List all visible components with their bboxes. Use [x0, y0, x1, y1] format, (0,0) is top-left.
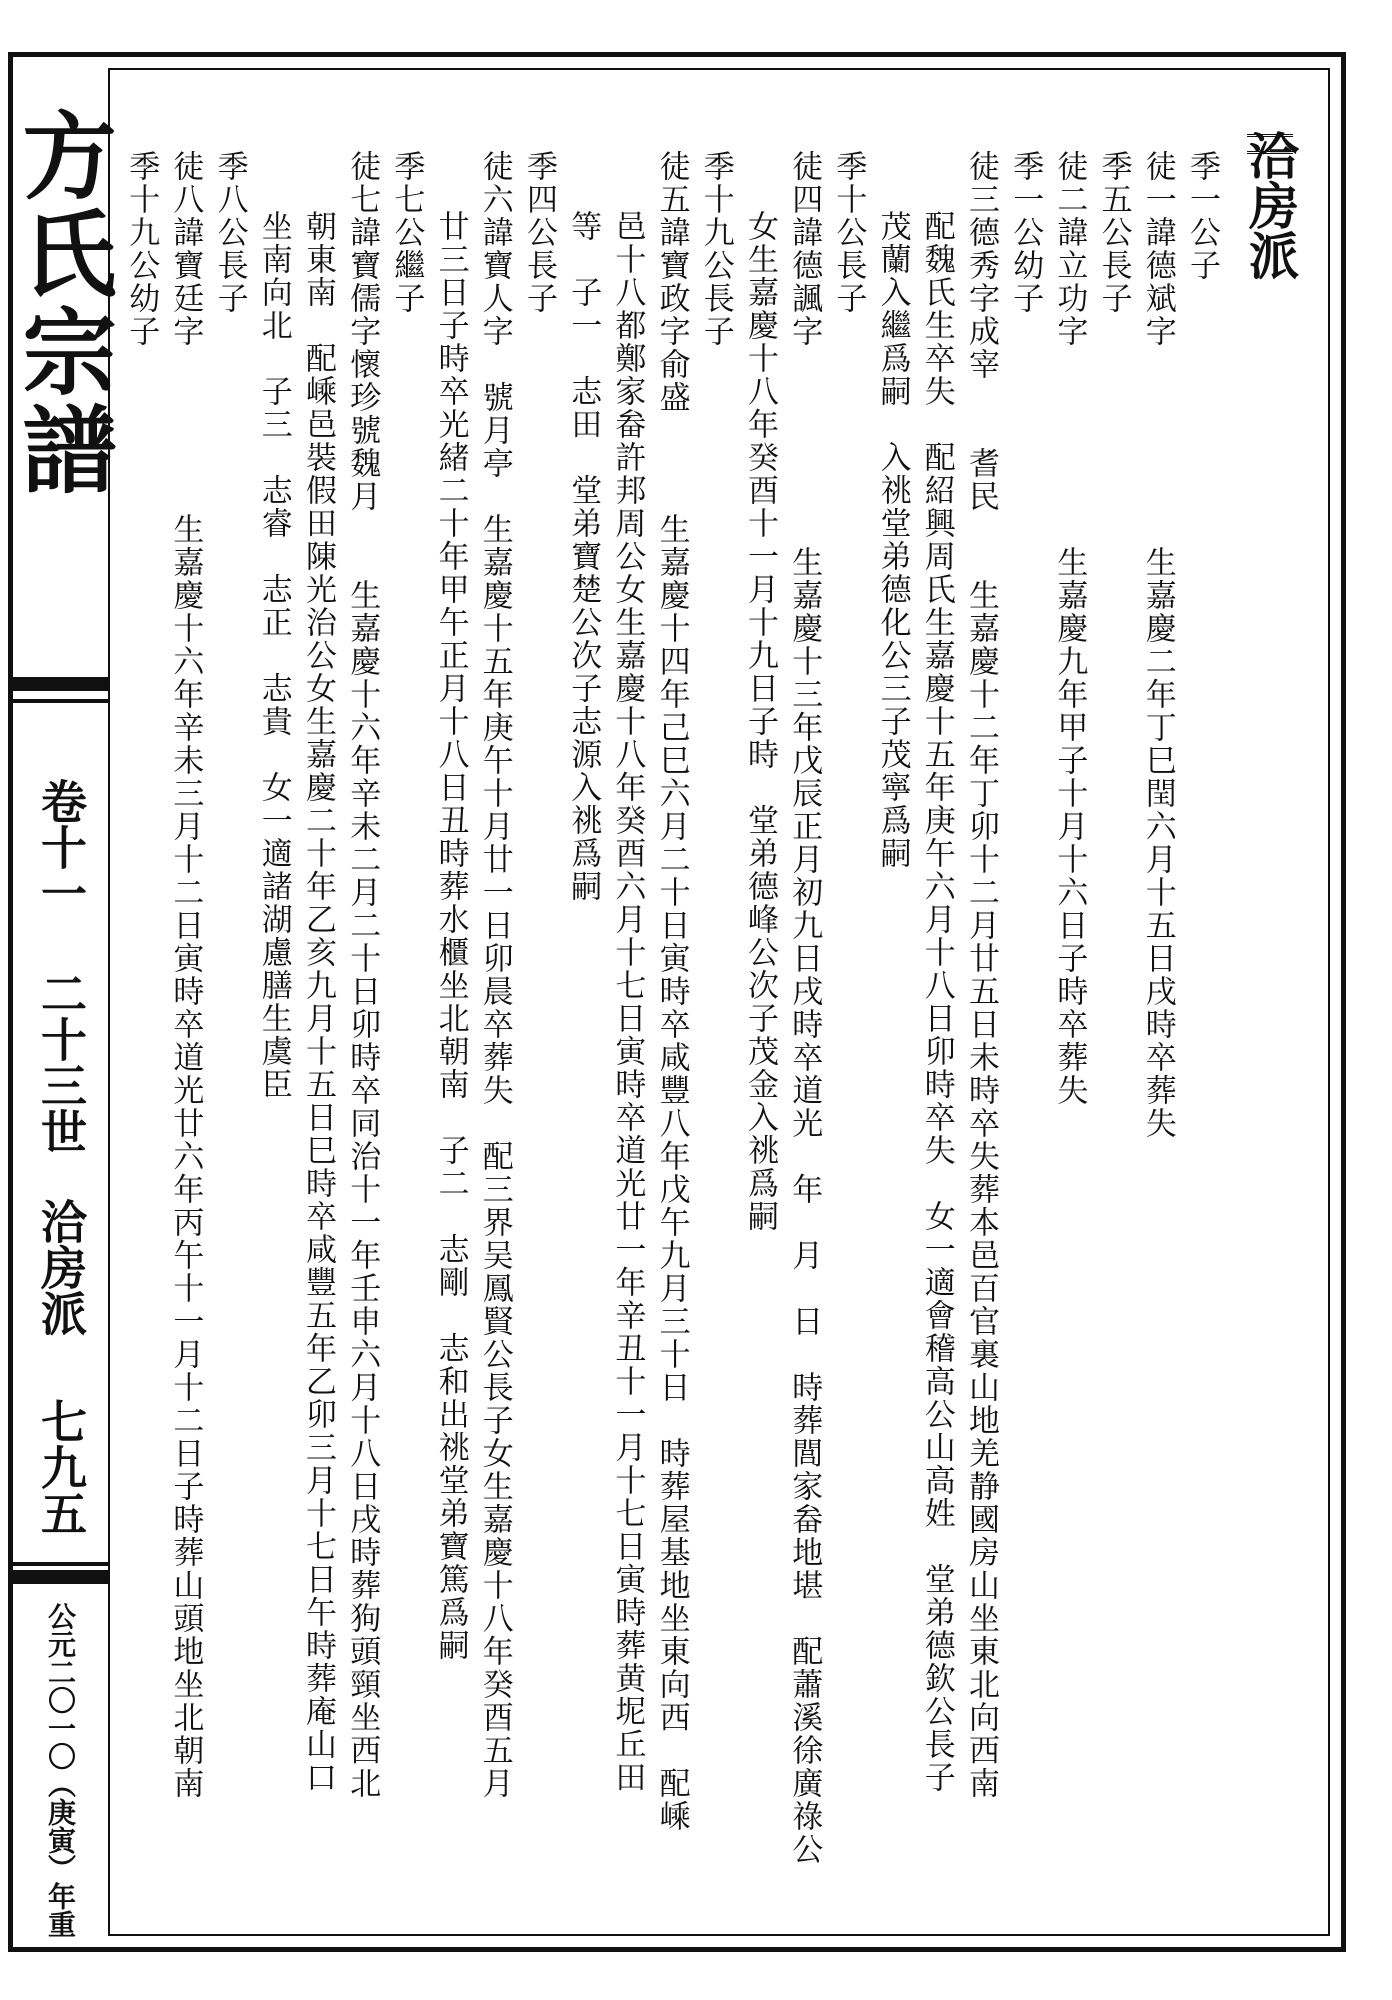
genealogy-column: 女生嘉慶十八年癸酉十一月十九日子時 堂弟德峰公次子茂金入祧爲嗣 — [742, 210, 778, 1233]
genealogy-column: 茂蘭入繼爲嗣 入祧堂弟德化公三子茂寧爲嗣 — [874, 210, 911, 870]
spine-divider — [13, 699, 108, 703]
generation-label: 二十三世 — [34, 970, 88, 1154]
genealogy-column: 廿三日子時卒光緒二十年甲午正月十八日丑時葬水櫃坐北朝南 子二 志剛 志和出祧堂弟寶篤爲嗣 — [432, 210, 469, 1662]
genealogy-column: 徒七諱寶儒字懷珍號魏月 生嘉慶十六年辛未二月二十日卯時卒同治十一年壬申六月十八日戌時葬狗頭頸坐西北 — [344, 150, 381, 1800]
genealogy-column: 坐南向北 子三 志睿 志正 志貴 女一適諸湖慮膳生虞臣 — [255, 210, 292, 1101]
genealogy-column: 季四公長子 — [521, 150, 557, 315]
genealogy-column: 徒五諱寶政字俞盛 生嘉慶十四年己巳六月二十日寅時卒咸豐八年戊午九月三十日 時葬屋基地坐東向西 配嵊 — [653, 150, 690, 1833]
reprint-note: 公元二〇一〇（庚寅）年重 — [44, 1602, 77, 1938]
section-title: 洽房派 — [1241, 130, 1300, 280]
book-title: 方氏宗譜 — [6, 107, 116, 499]
genealogy-column: 季八公長子 — [211, 150, 248, 315]
genealogy-column: 季七公繼子 — [388, 150, 425, 315]
genealogy-column: 徒二諱立功字 生嘉慶九年甲子十月十六日子時卒葬失 — [1051, 150, 1088, 1107]
genealogy-column: 徒三德秀字成宰 耆民 生嘉慶十二年丁卯十二月廿五日未時卒失葬本邑百官裏山地羌静國房山坐東北向西南 — [963, 150, 999, 1800]
spine-divider — [13, 677, 108, 691]
genealogy-column: 徒八諱寶廷字 生嘉慶十六年辛未三月十二日寅時卒道光廿六年丙午十一月十二日子時葬山頭地坐北朝南 — [167, 150, 204, 1800]
page-spine — [6, 57, 116, 1947]
genealogy-column: 徒一諱德斌字 生嘉慶二年丁巳閏六月十五日戌時卒葬失 — [1139, 150, 1176, 1140]
genealogy-column: 徒四諱德諷字 生嘉慶十三年戊辰正月初九日戌時卒道光 年 月 日 時葬閭家畚地堪 配蕭溪徐廣祿公 — [786, 150, 823, 1866]
volume-label: 卷十一 — [34, 778, 88, 916]
genealogy-column: 季一公子 — [1184, 150, 1220, 282]
genealogy-column: 朝東南 配嵊邑裝假田陳光治公女生嘉慶二十年乙亥九月十五日巳時卒咸豐五年乙卯三月十七日午時葬庵山口 — [300, 210, 336, 1794]
spine-divider — [13, 1570, 108, 1584]
genealogy-column: 徒六諱寶人字 號月亭 生嘉慶十五年庚午十月廿一日卯晨卒葬失 配三界吴鳳賢公長子女生嘉慶十八年癸酉五月 — [476, 150, 513, 1800]
genealogy-column: 季十九公長子 — [697, 150, 734, 348]
genealogy-column: 季十九公幼子 — [123, 150, 160, 348]
genealogy-column: 季十公長子 — [830, 150, 867, 315]
page-number: 七九五 — [34, 1398, 88, 1536]
branch-label: 洽房派 — [34, 1198, 88, 1336]
genealogy-column: 配魏氏生卒失 配紹興周氏生嘉慶十五年庚午六月十八日卯時卒失 女一適會稽高公山高姓 堂弟德欽公長子 — [918, 210, 955, 1794]
genealogy-column: 季五公長子 — [1095, 150, 1132, 315]
genealogy-column: 邑十八都鄭家畚許邦周公女生嘉慶十八年癸酉六月十七日寅時卒道光廿一年辛丑十一月十七日寅時葬黄坭丘田 — [609, 210, 646, 1794]
genealogy-column: 等 子一 志田 堂弟寶楚公次子志源入祧爲嗣 — [565, 210, 602, 903]
spine-divider — [13, 1562, 108, 1566]
genealogy-column: 季一公幼子 — [1007, 150, 1044, 315]
